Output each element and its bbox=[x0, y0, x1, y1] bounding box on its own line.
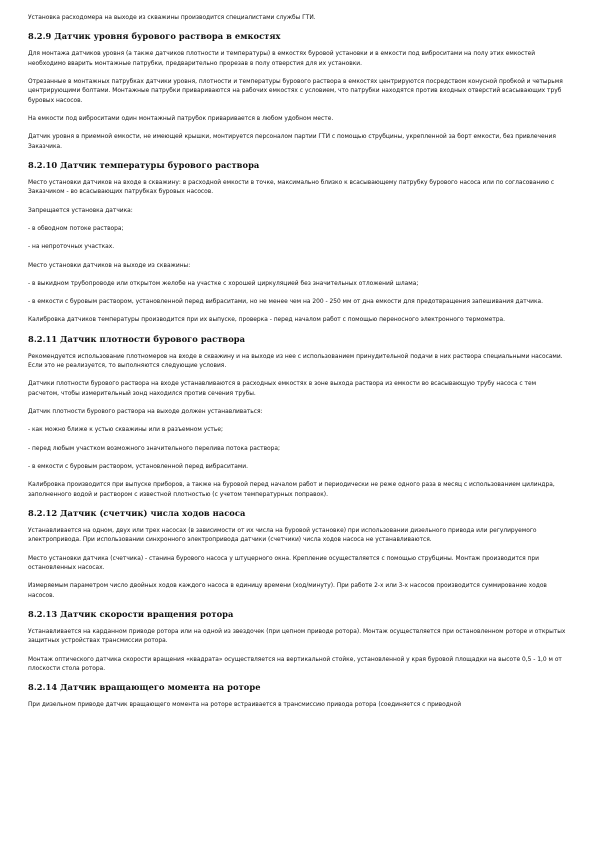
list-item: - в обводном потоке раствора; bbox=[28, 225, 124, 232]
paragraph: Место установки датчиков на выходе из скважины: bbox=[28, 262, 191, 269]
paragraph: Место установки датчика (счетчика) - станина бурового насоса у штуцерного окна. Крепление осуществляется с помощью струбцины. Монтаж производится при остановленных насосах. bbox=[28, 555, 539, 571]
list-item: - перед любым участком возможного значительного перелива потока раствора; bbox=[28, 445, 280, 452]
paragraph: Устанавливается на одном, двух или трех насосах (в зависимости от их числа на буровой установке) при использовании дизельного привода или регулируемого электропривода. При использовании синхронного электропривода датчики (счетчики) числа ходов насоса не устанавливаются. bbox=[28, 528, 537, 544]
paragraph: Датчики плотности бурового раствора на входе устанавливаются в расходных емкостях в зоне выхода раствора из емкости во всасывающую трубу насоса с тем расчетом, чтобы измерительный зонд находился против сечения трубы. bbox=[28, 381, 537, 397]
paragraph: Место установки датчиков на входе в скважину: в расходной емкости в точке, максимально близко к всасывающему патрубку бурового насоса или по согласованию с Заказчиком - во всасывающих патрубках буровых насосов. bbox=[28, 179, 555, 196]
paragraph: Датчик плотности бурового раствора на выходе должен устанавливаться: bbox=[28, 409, 263, 416]
paragraph: Измеряемым параметром число двойных ходов каждого насоса в единицу времени (ход/минуту). При работе 2-х или 3-х насосов производится суммирование ходов насосов. bbox=[28, 583, 547, 599]
section-heading: 8.2.11 Датчик плотности бурового раствора bbox=[28, 333, 246, 344]
paragraph: Датчик уровня в приемной емкости, не имеющей крышки, монтируется персоналом партии ГТИ с помощью струбцины, укрепленной за борт емкости, без привлечения Заказчика. bbox=[28, 134, 556, 150]
list-item: - на непроточных участках. bbox=[28, 244, 115, 251]
paragraph: При дизельном приводе датчик вращающего момента на роторе встраивается в трансмиссию привода ротора (соединяется с приводной bbox=[28, 702, 462, 709]
section-heading: 8.2.12 Датчик (счетчик) числа ходов насоса bbox=[28, 508, 246, 519]
paragraph: Рекомендуется использование плотномеров на входе в скважину и на выходе из нее с использованием принудительной подачи в них раствора специальными насосами. Если это не реализуется, то выполняются следующие условия. bbox=[28, 353, 563, 370]
paragraph: Запрещается установка датчика: bbox=[28, 207, 133, 214]
paragraph: На емкости под виброситами один монтажный патрубок приваривается в любом удобном месте. bbox=[28, 115, 334, 122]
section-heading: 8.2.10 Датчик температуры бурового раствора bbox=[28, 159, 260, 170]
paragraph: Для монтажа датчиков уровня (а также датчиков плотности и температуры) в емкостях буровой установки и в емкости под виброситами на полу этих емкостей необходимо вварить монтажные патрубки, предварительно прорезав в полу отверстия для их установки. bbox=[28, 51, 536, 67]
list-item: - в выкидном трубопроводе или открытом желобе на участке с хорошей циркуляцией без значительных отложений шлама; bbox=[28, 280, 419, 287]
list-item: - в емкости с буровым раствором, установленной перед вибраситами. bbox=[28, 464, 248, 471]
section-heading: 8.2.13 Датчик скорости вращения ротора bbox=[28, 608, 234, 619]
paragraph: Калибровка датчиков температуры производится при их выпуске, проверка - перед началом работ с помощью переносного электронного термометра. bbox=[28, 317, 506, 324]
paragraph: Монтаж оптического датчика скорости вращения «квадрата» осуществляется на вертикальной стойке, установленной у края буровой площадки на высоте 0,5 - 1,0 м от плоскости стола ротора. bbox=[28, 656, 562, 672]
paragraph: Устанавливается на карданном приводе ротора или на одной из звездочек (при цепном приводе ротора). Монтаж осуществляется при остановленном роторе и открытых защитных устройствах трансмиссии ротора. bbox=[28, 628, 566, 645]
section-heading: 8.2.9 Датчик уровня бурового раствора в емкостях bbox=[28, 31, 281, 42]
section-heading: 8.2.14 Датчик вращающего момента на роторе bbox=[28, 682, 261, 693]
paragraph: Установка расходомера на выходе из скважины производится специалистами службы ГТИ. bbox=[28, 15, 316, 21]
paragraph: Калибровка производится при выпуске приборов, а также на буровой перед началом работ и периодически не реже одного раза в месяц с использованием цилиндра, заполненного водой и раствором с известной плотностью (с учетом температурных поправок). bbox=[28, 482, 555, 498]
list-item: - в емкости с буровым раствором, установленной перед вибраситами, но не менее чем на 200 - 250 мм от дна емкости для предотвращения запешивания датчика. bbox=[28, 299, 543, 306]
paragraph: Отрезанные в монтажных патрубках датчики уровня, плотности и температуры бурового раствора в емкостях центрируются посредством конусной пробкой и четырьмя центрирующими болтами. Монтажные патрубки привариваются на рабочих емкостях с условием, что патрубки находятся против входных отверстий всасывающих труб буровых насосов. bbox=[28, 78, 563, 104]
list-item: - как можно ближе к устью скважины или в разъемном устье; bbox=[28, 427, 223, 434]
